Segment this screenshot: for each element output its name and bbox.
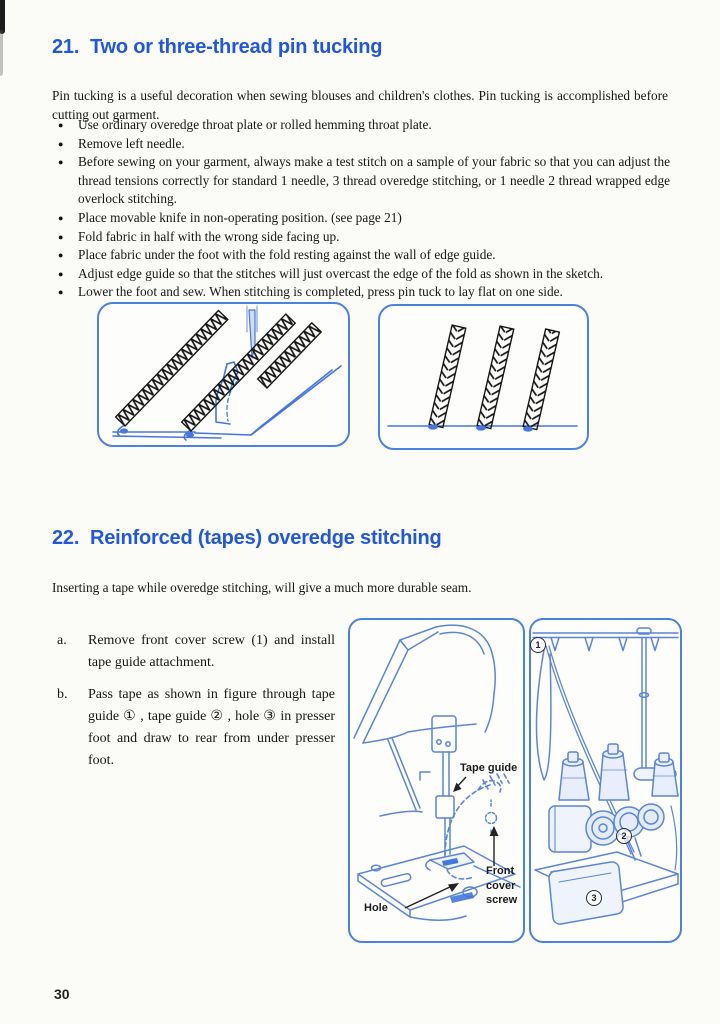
section-22-number: 22. [52, 527, 80, 549]
section-21-heading [52, 36, 382, 59]
bullet-dot: ● [58, 268, 64, 279]
section-22-title: Reinforced (tapes) overedge stitching [90, 527, 442, 549]
section-22-heading [52, 527, 442, 550]
step-a-label: a. [57, 633, 67, 648]
machine-rear-figure [529, 618, 682, 943]
circled-marker-2: 2 [616, 828, 632, 844]
bullet-dot: ● [58, 212, 64, 223]
circled-marker-3: 3 [586, 890, 602, 906]
section-22-steps [57, 630, 335, 782]
section-21-title: Two or three-thread pin tucking [90, 36, 383, 58]
bullet-dot: ● [58, 157, 64, 168]
bullet-dot: ● [58, 250, 64, 261]
step-a [57, 630, 335, 674]
bullet-item: ● Before sewing on your garment, always make a test stitch on a sample of your fabric so that you can adjust the thread tensions correctly for standard 1 needle, 3 thread overedge stitching, or 1 needle 2 thread wrapped edge overlock stitching. [58, 154, 670, 207]
scan-corner-artifact-tail [0, 30, 3, 76]
machine-rear-illustration [531, 620, 680, 941]
bullet-item: ● Fold fabric in half with the wrong side facing up. [52, 228, 670, 247]
bullet-dot: ● [58, 120, 64, 130]
pin-tucks-finished-illustration [380, 306, 587, 448]
circled-marker-1: 1 [530, 637, 546, 653]
bullet-item: ● Place fabric under the foot with the fold resting against the wall of edge guide. [52, 246, 670, 265]
bullet-item: ● Lower the foot and sew. When stitching is completed, press pin tuck to lay flat on one side. [52, 283, 670, 302]
hole-label: Hole [364, 902, 388, 914]
step-b-label: b. [57, 687, 68, 702]
bullet-dot: ● [58, 138, 64, 149]
bullet-item: ● Use ordinary overedge throat plate or rolled hemming throat plate. [52, 116, 670, 135]
pin-tuck-sewing-illustration [99, 304, 348, 445]
bullet-item: ● Place movable knife in non-operating position. (see page 21) [52, 209, 670, 228]
scan-corner-artifact [0, 0, 5, 34]
page-number: 30 [54, 986, 70, 1002]
step-a-text: Remove front cover screw (1) and install tape guide attachment. [88, 633, 335, 670]
pin-tuck-sewing-sketch [97, 302, 350, 447]
bullet-dot: ● [58, 287, 64, 298]
bullet-item: ● Adjust edge guide so that the stitches will just overcast the edge of the fold as shown in the sketch. [52, 265, 670, 284]
section-21-bullet-list [52, 116, 670, 302]
step-b-text: Pass tape as shown in figure through tape guide ① , tape guide ② , hole ③ in presser foot and draw to rear from under presser foot. [88, 687, 335, 768]
bullet-dot: ● [58, 231, 64, 242]
pin-tucks-finished-sketch [378, 304, 589, 450]
front-cover-screw-label: Front cover screw [486, 865, 518, 906]
tape-guide-arrow [453, 777, 466, 792]
tape-guide-label: Tape guide [460, 762, 518, 774]
section-21-intro: Pin tucking is a useful decoration when sewing blouses and children's clothes. Pin tucking is accomplished before cutting out garment. [52, 88, 668, 123]
section-22-intro: Inserting a tape while overedge stitching, will give a much more durable seam. [52, 580, 472, 596]
section-21-number: 21. [52, 36, 80, 58]
step-b [57, 684, 335, 772]
bullet-item: ● Remove left needle. [52, 135, 670, 154]
